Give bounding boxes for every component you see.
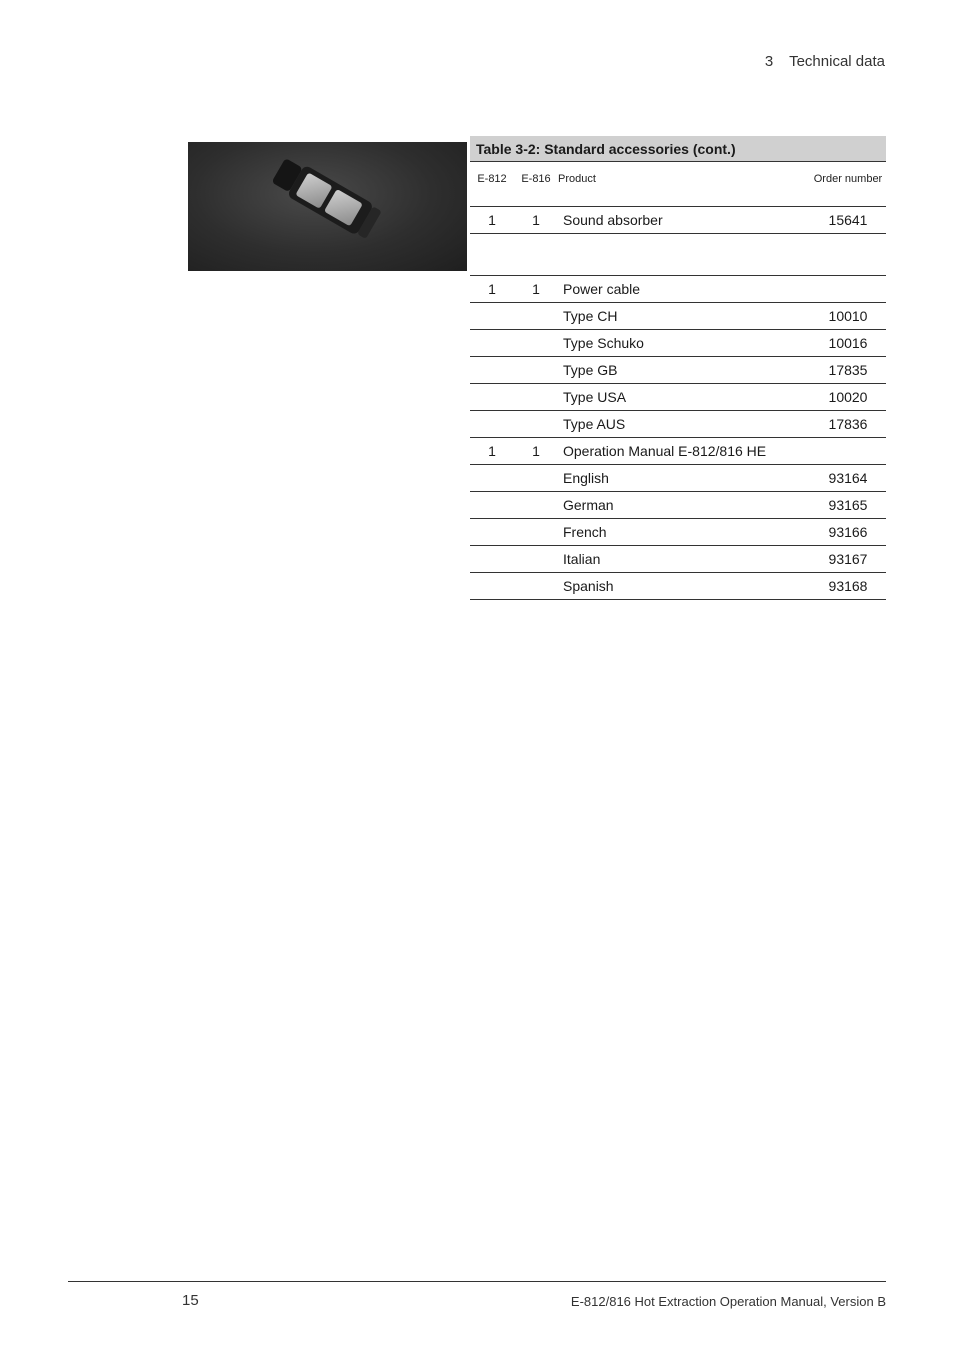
cell-order-number: 10016 bbox=[810, 330, 886, 357]
cell-product: German bbox=[558, 492, 810, 519]
page-header bbox=[765, 53, 885, 70]
cell-e812 bbox=[470, 384, 514, 411]
cell-order-number: 93166 bbox=[810, 519, 886, 546]
cell-e816 bbox=[514, 546, 558, 573]
table-row bbox=[470, 492, 886, 519]
cell-e816 bbox=[514, 465, 558, 492]
cell-e816 bbox=[514, 411, 558, 438]
cell-order-number: 93168 bbox=[810, 573, 886, 600]
column-header-order-number: Order number bbox=[810, 162, 886, 207]
cell-order-number bbox=[810, 276, 886, 303]
cell-product: Type CH bbox=[558, 303, 810, 330]
page-number: 15 bbox=[182, 1292, 199, 1309]
table-row bbox=[470, 573, 886, 600]
column-header-product: Product bbox=[558, 162, 810, 207]
cell-product: Type USA bbox=[558, 384, 810, 411]
cell-product: Italian bbox=[558, 546, 810, 573]
cell-e816: 1 bbox=[514, 438, 558, 465]
cell-product: French bbox=[558, 519, 810, 546]
table-row bbox=[470, 384, 886, 411]
cell-e812: 1 bbox=[470, 438, 514, 465]
cell-order-number: 17835 bbox=[810, 357, 886, 384]
sound-absorber-illustration bbox=[188, 142, 467, 271]
cell-e812 bbox=[470, 411, 514, 438]
table-caption: Table 3-2: Standard accessories (cont.) bbox=[470, 136, 886, 162]
cell-e816 bbox=[514, 573, 558, 600]
cell-product: Type AUS bbox=[558, 411, 810, 438]
chapter-number: 3 bbox=[764, 53, 774, 70]
cell-e812 bbox=[470, 234, 514, 276]
column-header-e812: E-812 bbox=[470, 162, 514, 207]
sound-absorber-photo bbox=[188, 142, 467, 271]
cell-e816 bbox=[514, 357, 558, 384]
table-row bbox=[470, 546, 886, 573]
cell-e812 bbox=[470, 492, 514, 519]
cell-e816 bbox=[514, 303, 558, 330]
chapter-title: Technical data bbox=[789, 53, 885, 70]
cell-product: Type Schuko bbox=[558, 330, 810, 357]
cell-e812 bbox=[470, 573, 514, 600]
cell-e812: 1 bbox=[470, 207, 514, 234]
cell-e812 bbox=[470, 303, 514, 330]
cell-e816 bbox=[514, 384, 558, 411]
cell-e812 bbox=[470, 330, 514, 357]
table-row bbox=[470, 207, 886, 234]
table-row bbox=[470, 234, 886, 276]
cell-e816: 1 bbox=[514, 276, 558, 303]
table-row bbox=[470, 411, 886, 438]
cell-order-number: 93164 bbox=[810, 465, 886, 492]
table-row bbox=[470, 276, 886, 303]
table-row bbox=[470, 438, 886, 465]
standard-accessories-table bbox=[470, 136, 886, 600]
cell-product: English bbox=[558, 465, 810, 492]
cell-order-number: 15641 bbox=[810, 207, 886, 234]
cell-order-number: 93167 bbox=[810, 546, 886, 573]
table-row bbox=[470, 303, 886, 330]
cell-e812: 1 bbox=[470, 276, 514, 303]
table-header-row bbox=[470, 162, 886, 207]
cell-e816 bbox=[514, 330, 558, 357]
cell-product bbox=[558, 234, 810, 276]
cell-order-number: 10020 bbox=[810, 384, 886, 411]
cell-e812 bbox=[470, 465, 514, 492]
cell-order-number: 10010 bbox=[810, 303, 886, 330]
cell-product: Power cable bbox=[558, 276, 810, 303]
cell-e812 bbox=[470, 357, 514, 384]
cell-order-number: 93165 bbox=[810, 492, 886, 519]
cell-e816 bbox=[514, 234, 558, 276]
cell-order-number bbox=[810, 438, 886, 465]
cell-product: Spanish bbox=[558, 573, 810, 600]
cell-e816 bbox=[514, 492, 558, 519]
footer-divider bbox=[68, 1281, 886, 1282]
table-caption-row bbox=[470, 136, 886, 162]
cell-e812 bbox=[470, 519, 514, 546]
cell-product: Type GB bbox=[558, 357, 810, 384]
cell-order-number: 17836 bbox=[810, 411, 886, 438]
table-row bbox=[470, 465, 886, 492]
table-row bbox=[470, 357, 886, 384]
cell-e816 bbox=[514, 519, 558, 546]
cell-e816: 1 bbox=[514, 207, 558, 234]
cell-product: Operation Manual E-812/816 HE bbox=[558, 438, 810, 465]
column-header-e816: E-816 bbox=[514, 162, 558, 207]
cell-product: Sound absorber bbox=[558, 207, 810, 234]
table-row bbox=[470, 330, 886, 357]
document-title: E-812/816 Hot Extraction Operation Manual, Version B bbox=[570, 1294, 886, 1309]
cell-e812 bbox=[470, 546, 514, 573]
table-row bbox=[470, 519, 886, 546]
cell-order-number bbox=[810, 234, 886, 276]
